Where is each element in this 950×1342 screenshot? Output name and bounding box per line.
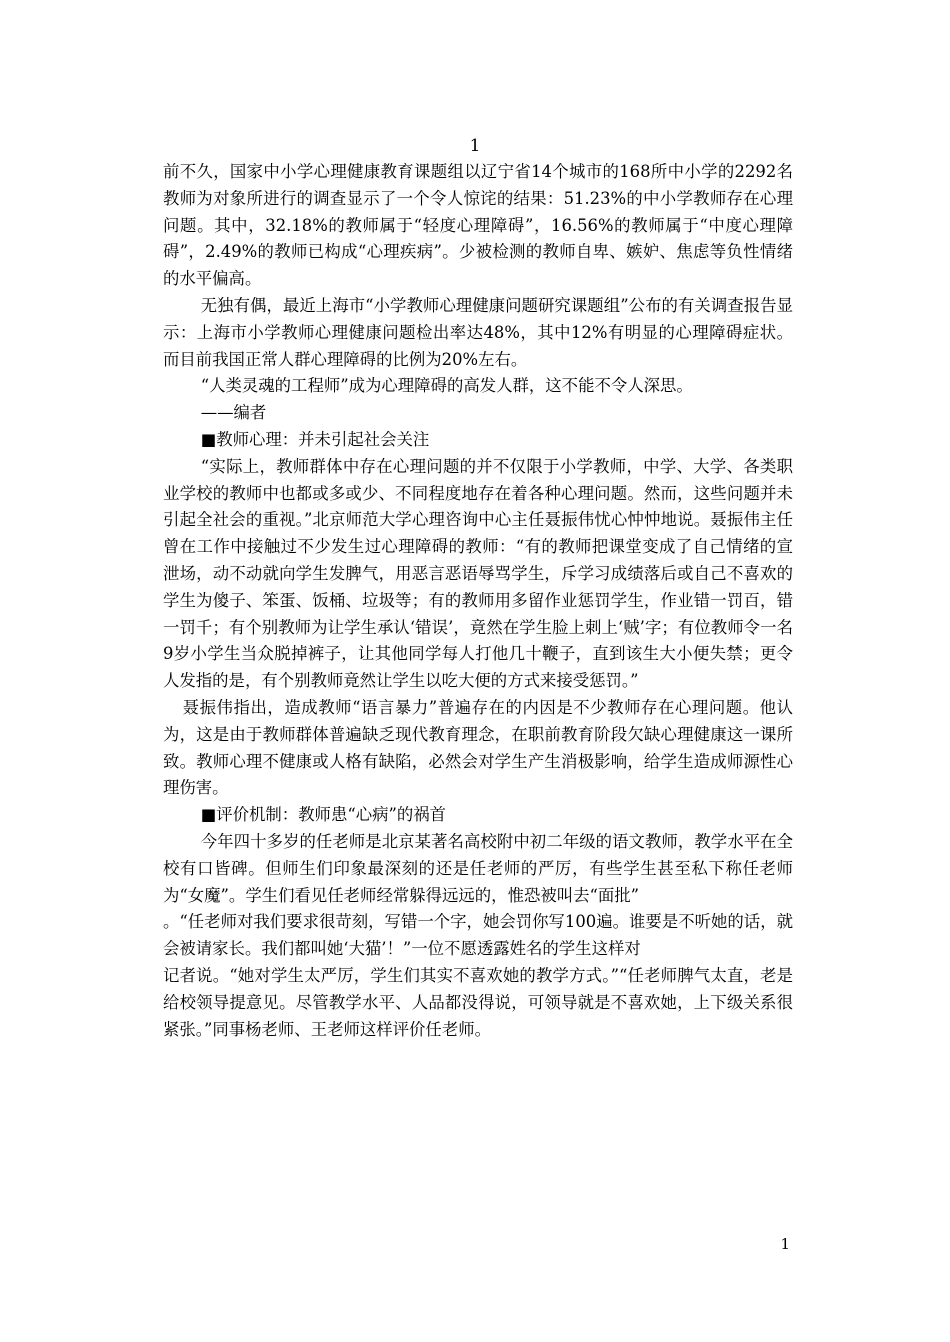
paragraph-student-quote: 。“任老师对我们要求很苛刻，写错一个字，她会罚你写100遍。谁要是不听她的话，就会被请家长。我们都叫她‘大猫’！”一位不愿透露姓名的学生这样对 — [163, 912, 793, 959]
paragraph-language-violence: 聂振伟指出，造成教师“语言暴力”普遍存在的内因是不少教师存在心理问题。他认为，这是由于教师群体普遍缺乏现代教育理念，在职前教育阶段欠缺心理健康这一课所致。教师心理不健康或人格有缺陷，必然会对学生产生消极影响，给学生造成师源性心理伤害。 — [163, 697, 793, 798]
paragraph-nie-zhenwei-quote: “实际上，教师群体中存在心理问题的并不仅限于小学教师，中学、大学、各类职业学校的教师中也都或多或少、不同程度地存在着各种心理问题。然而，这些问题并未引起全社会的重视。”北京师范大学心理咨询中心主任聂振伟忧心忡忡地说。聂振伟主任曾在工作中接触过不少发生过心理障碍的教师：“有的教师把课堂变成了自己情绪的宣泄场，动不动就向学生发脾气，用恶言恶语辱骂学生，斥学习成绩落后或自己不喜欢的学生为傻子、笨蛋、饭桶、垃圾等；有的教师用多留作业惩罚学生，作业错一罚百，错一罚千；有个别教师为让学生承认‘错误’，竟然在学生脸上刺上‘贼’字；有位教师令一名9岁小学生当众脱掉裤子，让其他同学每人打他几十鞭子，直到该生大小便失禁；更令人发指的是，有个别教师竟然让学生以吃大便的方式来接受惩罚。” — [163, 456, 793, 691]
article-body — [163, 159, 793, 1043]
editor-signature: ——编者 — [200, 403, 267, 423]
paragraph-survey-shanghai: 无独有偶，最近上海市“小学教师心理健康问题研究课题组”公布的有关调查报告显示：上海市小学教师心理健康问题检出率达48%，其中12%有明显的心理障碍症状。而目前我国正常人群心理障碍的比例为20%左右。 — [163, 295, 793, 369]
page-number-bottom: 1 — [780, 1235, 790, 1253]
section-heading-evaluation-mechanism: ■评价机制：教师患“心病”的祸首 — [200, 805, 447, 825]
paragraph-reflection: “人类灵魂的工程师”成为心理障碍的高发人群，这不能不令人深思。 — [200, 376, 693, 396]
paragraph-colleague-quote: 记者说。“她对学生太严厉，学生们其实不喜欢她的教学方式。”“任老师脾气太直，老是给校领导提意见。尽管教学水平、人品都没得说，可领导就是不喜欢她，上下级关系很紧张。”同事杨老师、王老师这样评价任老师。 — [163, 965, 793, 1039]
section-heading-teacher-psychology: ■教师心理：并未引起社会关注 — [200, 429, 430, 449]
page-number-top: 1 — [469, 136, 481, 156]
paragraph-survey-liaoning: 前不久，国家中小学心理健康教育课题组以辽宁省14个城市的168所中小学的2292名教师为对象所进行的调查显示了一个令人惊诧的结果：51.23%的中小学教师存在心理问题。其中，32.18%的教师属于“轻度心理障碍”，16.56%的教师属于“中度心理障碍”，2.49%的教师已构成“心理疾病”。少被检测的教师自卑、嫉妒、焦虑等负性情绪的水平偏高。 — [163, 162, 793, 289]
paragraph-teacher-ren: 今年四十多岁的任老师是北京某著名高校附中初二年级的语文教师，教学水平在全校有口皆碑。但师生们印象最深刻的还是任老师的严厉，有些学生甚至私下称任老师为“女魔”。学生们看见任老师经常躲得远远的，惟恐被叫去“面批” — [163, 831, 793, 905]
